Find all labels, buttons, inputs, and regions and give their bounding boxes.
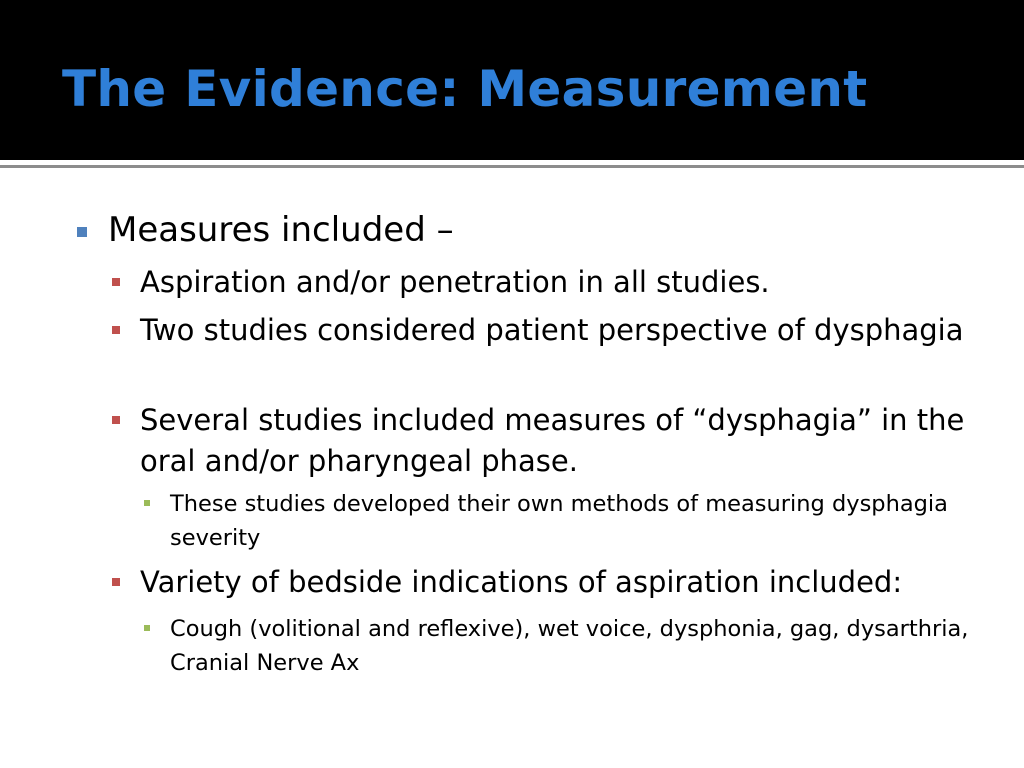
slide-title: The Evidence: Measurement xyxy=(62,60,868,118)
bullet-text: These studies developed their own methods of measuring dysphagia severity xyxy=(170,491,948,551)
bullet-oral-pharyngeal-phase xyxy=(140,400,970,482)
sub-bullet-cough-voice xyxy=(170,612,970,680)
bullet-patient-perspective xyxy=(140,310,970,351)
bullet-text: Two studies considered patient perspective of dysphagia xyxy=(140,313,964,347)
bullet-measures-included xyxy=(108,210,988,250)
square-bullet-icon xyxy=(112,326,120,334)
square-bullet-icon xyxy=(112,278,120,286)
square-bullet-icon xyxy=(144,500,150,506)
square-bullet-icon xyxy=(112,416,120,424)
bullet-aspiration-penetration xyxy=(140,262,970,303)
sub-bullet-own-methods xyxy=(170,487,970,555)
bullet-text: Variety of bedside indications of aspiration included: xyxy=(140,565,903,599)
bullet-bedside-indications xyxy=(140,562,970,603)
bullet-text: Several studies included measures of “dysphagia” in the oral and/or pharyngeal phase. xyxy=(140,403,965,478)
bullet-text: Aspiration and/or penetration in all studies. xyxy=(140,265,770,299)
square-bullet-icon xyxy=(77,227,87,237)
bullet-text: Cough (volitional and reflexive), wet voice, dysphonia, gag, dysarthria, Cranial Nerve Ax xyxy=(170,616,969,676)
bullet-text: Measures included – xyxy=(108,210,454,250)
square-bullet-icon xyxy=(144,625,150,631)
square-bullet-icon xyxy=(112,578,120,586)
